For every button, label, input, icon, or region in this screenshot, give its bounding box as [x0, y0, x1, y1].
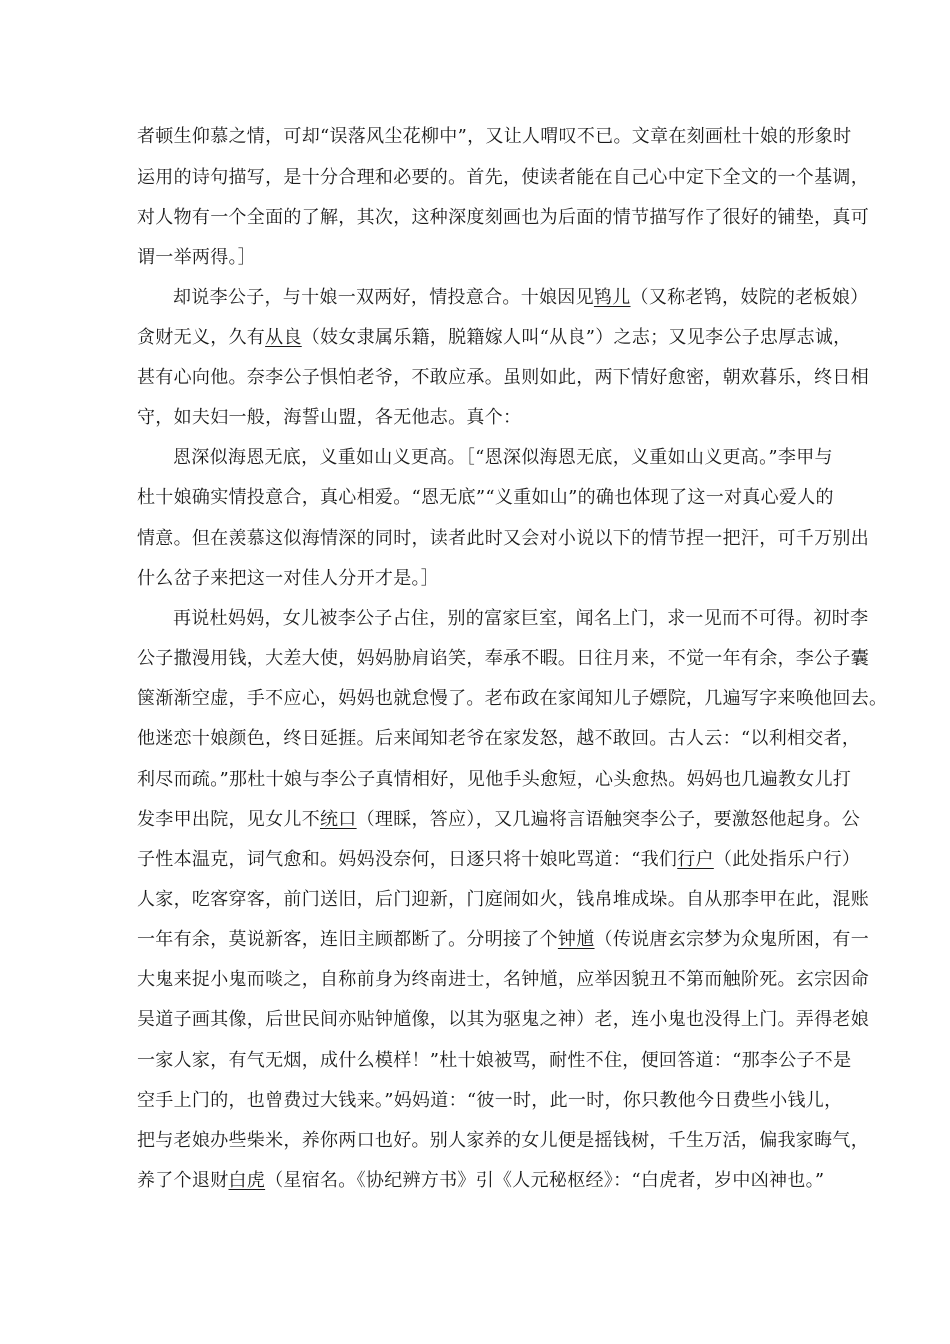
- text-line: 人家，吃客穿客，前门送旧，后门迎新，门庭闹如火，钱帛堆成垛。自从那李甲在此，混账: [137, 889, 869, 910]
- text-line: 大鬼来捉小鬼而啖之，自称前身为终南进士，名钟馗，应举因貌丑不第而触阶死。玄宗因命: [137, 969, 869, 990]
- text-line: 发李甲出院，见女儿不统口（理睬，答应），又几遍将言语触突李公子，要激怒他起身。公: [137, 809, 861, 830]
- text-line: 甚有心向他。奈李公子惧怕老爷，不敢应承。虽则如此，两下情好愈密，朝欢暮乐，终日相: [137, 367, 869, 388]
- text-line: 空手上门的，也曾费过大钱来。”妈妈道：“彼一时，此一时，你只教他今日费些小钱儿，: [137, 1090, 843, 1111]
- annotated-term: 从良: [265, 327, 302, 348]
- text-line: 情意。但在羡慕这似海情深的同时，读者此时又会对小说以下的情节捏一把汗，可千万别出: [137, 528, 869, 549]
- text-line: 运用的诗句描写，是十分合理和必要的。首先，使读者能在自己心中定下全文的一个基调，: [137, 167, 869, 188]
- text-line: 贪财无义，久有从良（妓女隶属乐籍，脱籍嫁人叫“从良”）之志；又见李公子忠厚志诚，: [137, 327, 852, 348]
- text-line: 者顿生仰慕之情，可却“误落风尘花柳中”，又让人喟叹不已。文章在刻画杜十娘的形象时: [137, 126, 852, 147]
- annotated-term: 鸨儿: [593, 287, 631, 308]
- text-line: 公子撒漫用钱，大差大使，妈妈胁肩谄笑，奉承不暇。日往月来，不觉一年有余，李公子囊: [137, 648, 869, 669]
- text-line: 养了个退财白虎（星宿名。《协纪辨方书》引《人元秘枢经》：“白虎者，岁中凶神也。”: [137, 1170, 825, 1191]
- text-line: 利尽而疏。”那杜十娘与李公子真情相好，见他手头愈短，心头愈热。妈妈也几遍教女儿打: [137, 769, 852, 790]
- text-line: 他迷恋十娘颜色，终日延捱。后来闻知老爷在家发怒，越不敢回。古人云：“以利相交者，: [137, 728, 861, 749]
- text-line: 一家人家，有气无烟，成什么模样！”杜十娘被骂，耐性不住，便回答道：“那李公子不是: [137, 1050, 852, 1071]
- text-line: 吴道子画其像，后世民间亦贴钟馗像，以其为驱鬼之神）老，连小鬼也没得上门。弄得老娘: [137, 1009, 869, 1030]
- text-line: 对人物有一个全面的了解，其次，这种深度刻画也为后面的情节描写作了很好的铺垫，真可: [137, 207, 869, 228]
- annotated-term: 统口: [320, 809, 357, 830]
- text-line: 守，如夫妇一般，海誓山盟，各无他志。真个：: [137, 407, 522, 428]
- text-line: 子性本温克，词气愈和。妈妈没奈何，日逐只将十娘叱骂道：“我们行户（此处指乐户行）: [137, 849, 861, 870]
- text-line: 把与老娘办些柴米，养你两口也好。别人家养的女儿便是摇钱树，千生万活，偏我家晦气，: [137, 1130, 869, 1151]
- annotated-term: 白虎: [228, 1170, 266, 1191]
- text-line: 箧渐渐空虚，手不应心，妈妈也就怠慢了。老布政在家闻知儿子嫖院，几遍写字来唤他回去。: [137, 688, 888, 709]
- paragraph-start: 恩深似海恩无底，义重如山义更高。［“恩深似海恩无底，义重如山义更高。”李甲与: [173, 447, 833, 468]
- annotated-term: 行户: [677, 849, 714, 870]
- paragraph-start: 却说李公子，与十娘一双两好，情投意合。十娘因见鸨儿（又称老鸨，妓院的老板娘）: [173, 287, 869, 308]
- text-line: 谓一举两得。］: [137, 247, 257, 268]
- paragraph-start: 再说杜妈妈，女儿被李公子占住，别的富家巨室，闻名上门，求一见而不可得。初时李: [173, 608, 869, 629]
- text-line: 什么岔子来把这一对佳人分开才是。］: [137, 568, 440, 589]
- text-line: 一年有余，莫说新客，连旧主顾都断了。分明接了个钟馗（传说唐玄宗梦为众鬼所困，有一: [137, 929, 870, 950]
- text-line: 杜十娘确实情投意合，真心相爱。“恩无底”“义重如山”的确也体现了这一对真心爱人的: [137, 487, 834, 508]
- annotated-term: 钟馗: [557, 929, 595, 950]
